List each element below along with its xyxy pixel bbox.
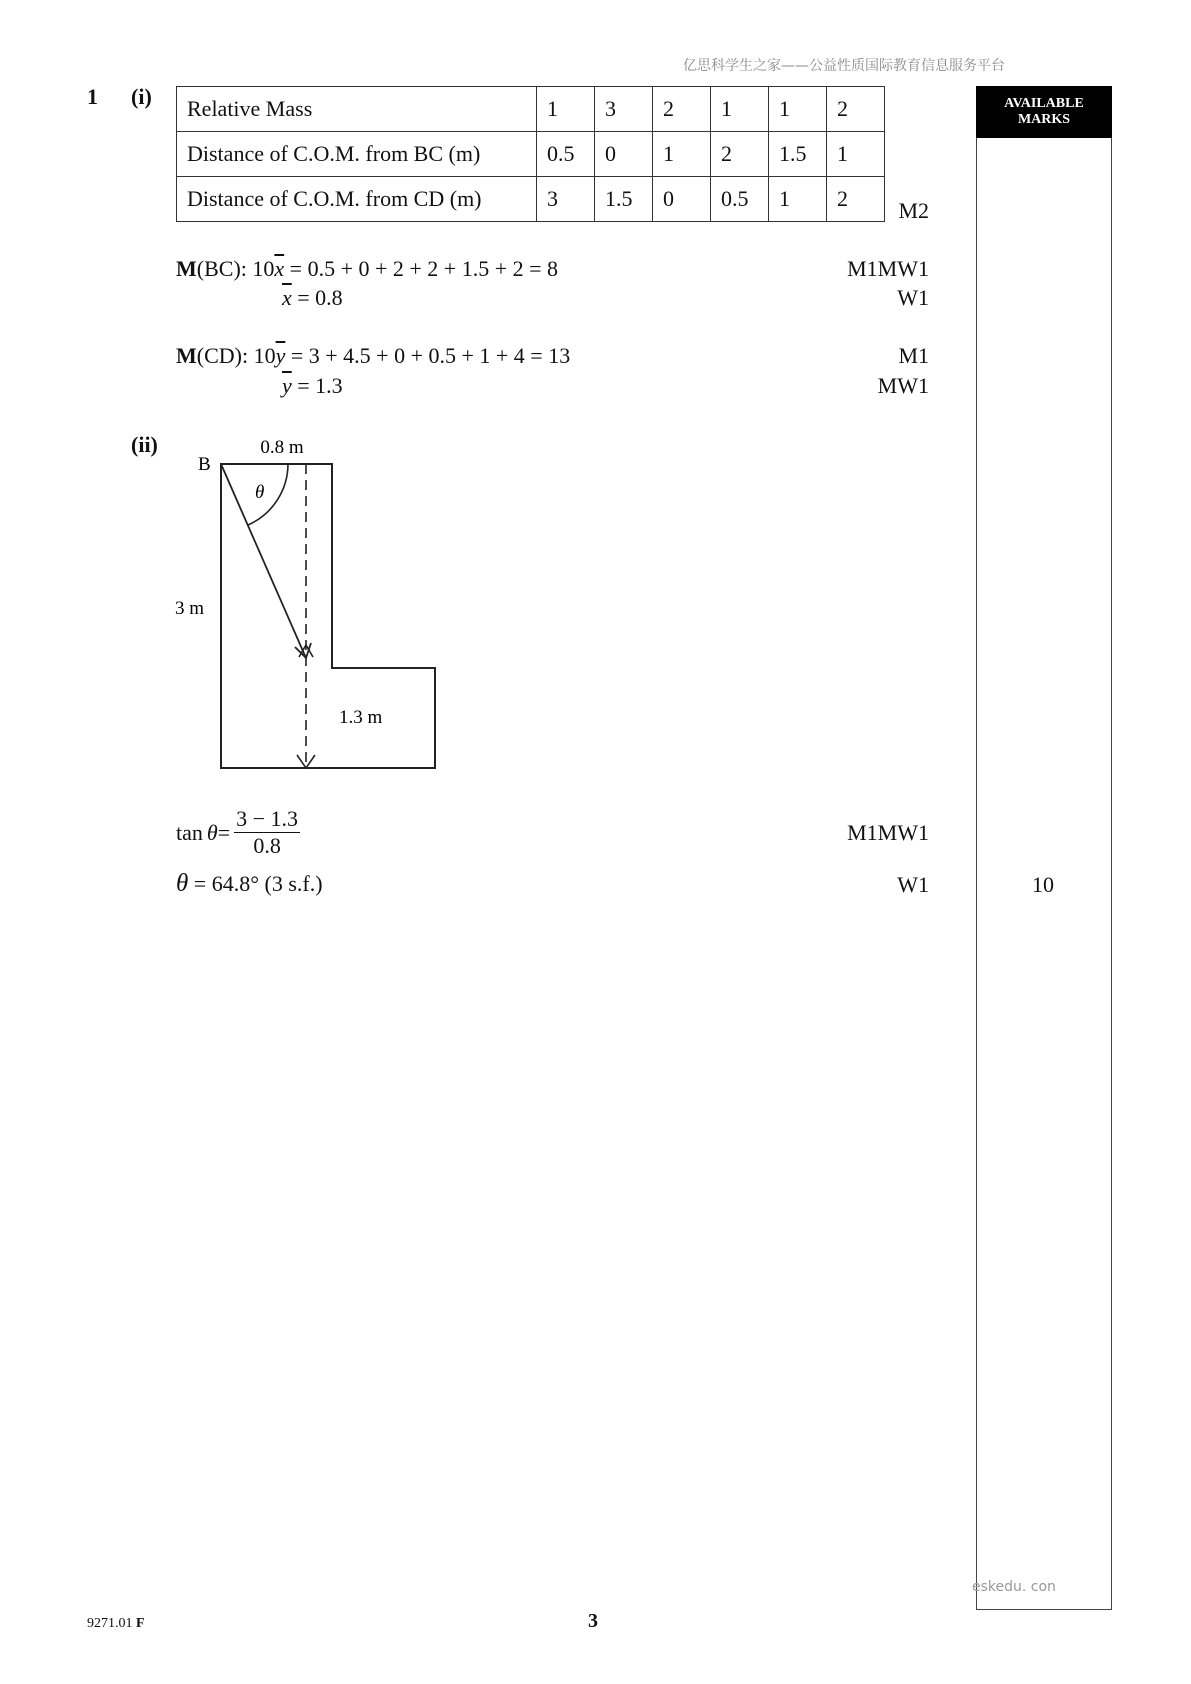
table-cell: 1 <box>537 87 595 132</box>
row-label: Relative Mass <box>177 87 537 132</box>
table-cell: 0 <box>595 132 653 177</box>
fraction <box>234 806 300 859</box>
table-cell: 1 <box>653 132 711 177</box>
tan-theta-mark: M1MW1 <box>847 820 929 845</box>
label-1-3m: 1.3 m <box>339 707 383 728</box>
theta-mark: W1 <box>897 872 929 897</box>
marks-label: MARKS <box>1017 112 1071 127</box>
x-bar: $\overline{x}$ <box>282 285 292 310</box>
moment-bc-equation <box>176 256 558 282</box>
label-theta: θ <box>255 482 265 503</box>
footer-watermark: eskedu. con <box>972 1579 1056 1595</box>
result-value: = 1.3 <box>291 373 343 398</box>
label-0-8m: 0.8 m <box>260 437 304 458</box>
table-cell: 1.5 <box>769 132 827 177</box>
table-cell: 3 <box>595 87 653 132</box>
paper-code-tier: F <box>136 1616 145 1631</box>
row-label: Distance of C.O.M. from CD (m) <box>177 177 537 222</box>
table-cell: 2 <box>653 87 711 132</box>
paper-code <box>87 1616 145 1632</box>
label-3m: 3 m <box>175 598 205 619</box>
fraction-numerator: 3 − 1.3 <box>236 806 299 831</box>
moment-cd-equation <box>176 343 570 369</box>
theta-symbol: θ <box>176 870 189 897</box>
table-cell: 1.5 <box>595 177 653 222</box>
available-label: AVAILABLE <box>1004 96 1084 111</box>
equals: = <box>217 819 231 845</box>
fraction-denominator: 0.8 <box>253 833 281 858</box>
table-cell: 1 <box>711 87 769 132</box>
page-number: 3 <box>588 1610 598 1632</box>
moment-symbol: M <box>176 256 197 281</box>
table-row <box>177 132 885 177</box>
part-i-label: (i) <box>131 84 152 109</box>
lamina-diagram <box>160 425 460 780</box>
table-cell: 2 <box>827 177 885 222</box>
available-marks-column <box>976 86 1112 1610</box>
moment-rest: = 3 + 4.5 + 0 + 0.5 + 1 + 4 = 13 <box>285 343 571 368</box>
y-bar: $\overline{y}$ <box>282 373 292 398</box>
part-ii-label: (ii) <box>131 432 158 457</box>
theta-symbol: θ <box>206 819 218 845</box>
tan-theta-equation <box>176 806 300 859</box>
moment-symbol: M <box>176 343 197 368</box>
y-bar-result <box>282 373 343 399</box>
angle-arc <box>248 464 288 525</box>
x-bar-mark: W1 <box>897 285 929 310</box>
table-cell: 0.5 <box>537 132 595 177</box>
header-watermark: 亿思科学生之家——公益性质国际教育信息服务平台 <box>683 58 1005 74</box>
table-cell: 2 <box>827 87 885 132</box>
table-cell: 3 <box>537 177 595 222</box>
table-cell: 1 <box>769 177 827 222</box>
table-cell: 1 <box>827 132 885 177</box>
moment-cd-mark: M1 <box>898 343 929 368</box>
question-number: 1 <box>87 84 98 109</box>
row-label: Distance of C.O.M. from BC (m) <box>177 132 537 177</box>
tan-label: tan <box>176 819 203 845</box>
label-b: B <box>198 454 211 475</box>
moment-bc-mark: M1MW1 <box>847 256 929 281</box>
paper-code-number: 9271.01 <box>87 1616 133 1631</box>
table-cell: 0.5 <box>711 177 769 222</box>
table-row <box>177 177 885 222</box>
table-cell: 0 <box>653 177 711 222</box>
x-bar: $\overline{x}$ <box>274 256 285 281</box>
available-marks-header <box>976 86 1112 138</box>
available-marks-total: 10 <box>1032 872 1054 897</box>
theta-value: = 64.8° (3 s.f.) <box>188 871 323 896</box>
centre-of-mass-table <box>176 86 885 222</box>
result-value: = 0.8 <box>291 285 343 310</box>
theta-result <box>176 870 323 898</box>
table-cell: 1 <box>769 87 827 132</box>
moment-rest: = 0.5 + 0 + 2 + 2 + 1.5 + 2 = 8 <box>284 256 559 281</box>
table-row <box>177 87 885 132</box>
x-bar-result <box>282 285 343 311</box>
moment-prefix: (BC): 10 <box>196 256 275 281</box>
moment-prefix: (CD): 10 <box>196 343 276 368</box>
table-mark: M2 <box>898 198 929 223</box>
lamina-outline <box>221 464 435 768</box>
y-bar: $\overline{y}$ <box>275 343 286 368</box>
y-bar-mark: MW1 <box>877 373 929 398</box>
table-cell: 2 <box>711 132 769 177</box>
